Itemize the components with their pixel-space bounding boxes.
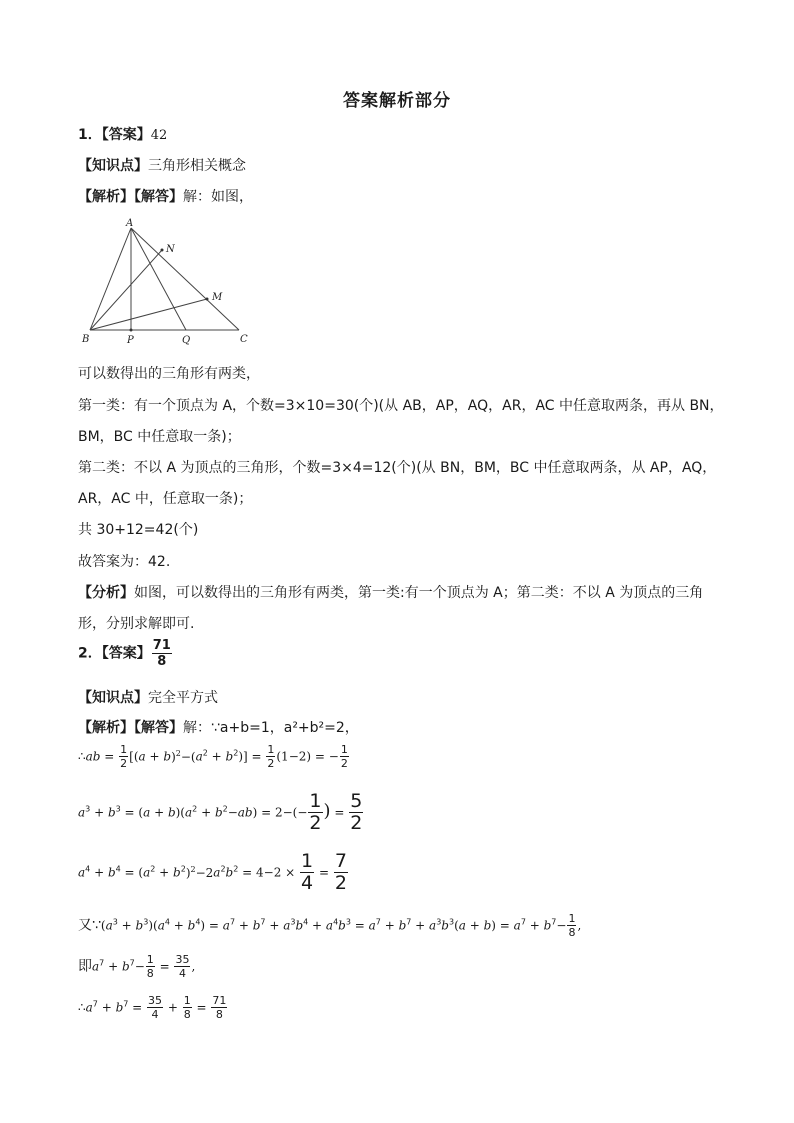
q1-knowledge-tag: 【知识点】 [78, 158, 148, 174]
frac-half-1: $\frac{1}{2}$ [120, 743, 128, 770]
q2-analysis-intro: 解：∵a+b=1，a²+b²=2， [183, 720, 359, 736]
q2-knowledge-line [78, 687, 218, 707]
q2-answer-fraction: $\frac{71}{8}$ [152, 638, 171, 669]
ji-label: 即 [78, 958, 92, 975]
label-Q: Q [182, 335, 191, 346]
frac-half-3: $\frac{1}{2}$ [340, 743, 348, 770]
q1-text-line-3: BM，BC 中任意取一条)； [78, 429, 241, 445]
equation-seventh: 又$\because(a^3 + b^3)(a^4 + b^4) = a^7 + b^7 + a^3b^4 + a^4b^3 = a^7 + b^7 + a^3b^3(a + b) = a^7 + b^7-$ $\frac{1}{8}$ , [78, 912, 582, 939]
frac-half-2: $\frac{1}{2}$ [267, 743, 275, 770]
q1-fenxi-text: 如图，可以数得出的三角形有两类，第一类:有一个顶点为 A；第二类：不以 A 为顶点的三角 [134, 585, 704, 601]
page-title: 答案解析部分 [343, 91, 451, 111]
segment-AB [90, 228, 131, 330]
q1-number: 1． [78, 127, 102, 143]
q1-analysis-line [78, 186, 253, 206]
frac-eighth-2: $\frac{1}{8}$ [146, 953, 154, 980]
q2-number: 2． [78, 645, 102, 662]
q2-knowledge-tag: 【知识点】 [78, 690, 148, 706]
segment-BM [90, 299, 207, 330]
you-label: 又∵ [78, 917, 101, 934]
q1-answer-line [78, 124, 167, 144]
frac-seven-halves: $\frac{7}{2}$ [334, 850, 347, 894]
q1-analysis-intro: 解：如图， [183, 189, 253, 205]
frac-35-4-b: $\frac{35}{4}$ [148, 994, 163, 1021]
q1-text-line-7: 故答案为：42. [78, 554, 171, 570]
q1-knowledge-line [78, 155, 246, 175]
q1-fenxi-line-1 [78, 582, 703, 602]
segment-AQ [131, 228, 186, 330]
q1-text-line-5: AR，AC 中，任意取一条)； [78, 491, 253, 507]
equation-ab: ∴ab = $\frac{1}{2}$ $[(a + b)^2-(a^2 + b^2)]$ = $\frac{1}{2}$ (1−2) = − $\frac{1}{2}$ [78, 743, 348, 770]
q1-answer-value: 42 [150, 128, 168, 143]
q2-analysis-line [78, 717, 359, 737]
frac-71-8: $\frac{71}{8}$ [212, 994, 227, 1021]
point-M [206, 298, 209, 301]
label-C: C [240, 334, 248, 345]
q1-analysis-tag: 【解析】【解答】 [78, 189, 183, 205]
label-A: A [126, 218, 134, 229]
frac-eighth-3: $\frac{1}{8}$ [183, 994, 191, 1021]
label-P: P [127, 335, 134, 346]
label-M: M [212, 292, 223, 303]
q1-text-line-1: 可以数得出的三角形有两类， [78, 366, 260, 382]
frac-quarter: $\frac{1}{4}$ [301, 850, 314, 894]
point-P [130, 329, 133, 332]
q2-answer-tag: 【答案】 [101, 645, 151, 662]
frac-half-big: $\frac{1}{2}$ [309, 790, 322, 834]
equation-cubes: $a^3 + b^3 = (a + b)(a^2 + b^2-ab) = 2-(-$ $\frac{1}{2}$ ) = $\frac{5}{2}$ [78, 790, 363, 834]
equation-final: $\therefore a^7 + b^7$ = $\frac{35}{4}$ + $\frac{1}{8}$ = $\frac{71}{8}$ [78, 994, 227, 1021]
triangle-figure [78, 216, 258, 348]
q1-knowledge-text: 三角形相关概念 [148, 158, 246, 174]
point-N [161, 249, 164, 252]
q2-knowledge-text: 完全平方式 [148, 690, 218, 706]
q1-fenxi-tag: 【分析】 [78, 585, 134, 601]
frac-eighth-1: $\frac{1}{8}$ [568, 912, 576, 939]
frac-35-4-a: $\frac{35}{4}$ [175, 953, 190, 980]
q1-text-line-6: 共 30+12=42(个) [78, 522, 199, 538]
q1-text-line-2: 第一类：有一个顶点为 A，个数=3×10=30(个)(从 AB，AP，AQ，AR，AC 中任意取两条，再从 BN， [78, 398, 724, 414]
label-B: B [82, 334, 90, 345]
q2-answer-line [78, 639, 173, 668]
q1-fenxi-line-2: 形，分别求解即可. [78, 616, 195, 632]
equation-fourth: $a^4 + b^4 = (a^2 + b^2)^2-2a^2b^2 = 4-2$ × $\frac{1}{4}$ = $\frac{7}{2}$ [78, 850, 347, 894]
q1-text-line-4: 第二类：不以 A 为顶点的三角形，个数=3×4=12(个)(从 BN，BM，BC 中任意取两条，从 AP，AQ， [78, 460, 717, 476]
q2-analysis-tag: 【解析】【解答】 [78, 720, 183, 736]
label-N: N [166, 244, 175, 255]
segment-BN [90, 250, 162, 330]
q1-answer-tag: 【答案】 [101, 127, 151, 143]
equation-ji: 即$a^7 + b^7-$ $\frac{1}{8}$ = $\frac{35}{4}$ , [78, 953, 196, 980]
frac-five-halves: $\frac{5}{2}$ [350, 790, 363, 834]
